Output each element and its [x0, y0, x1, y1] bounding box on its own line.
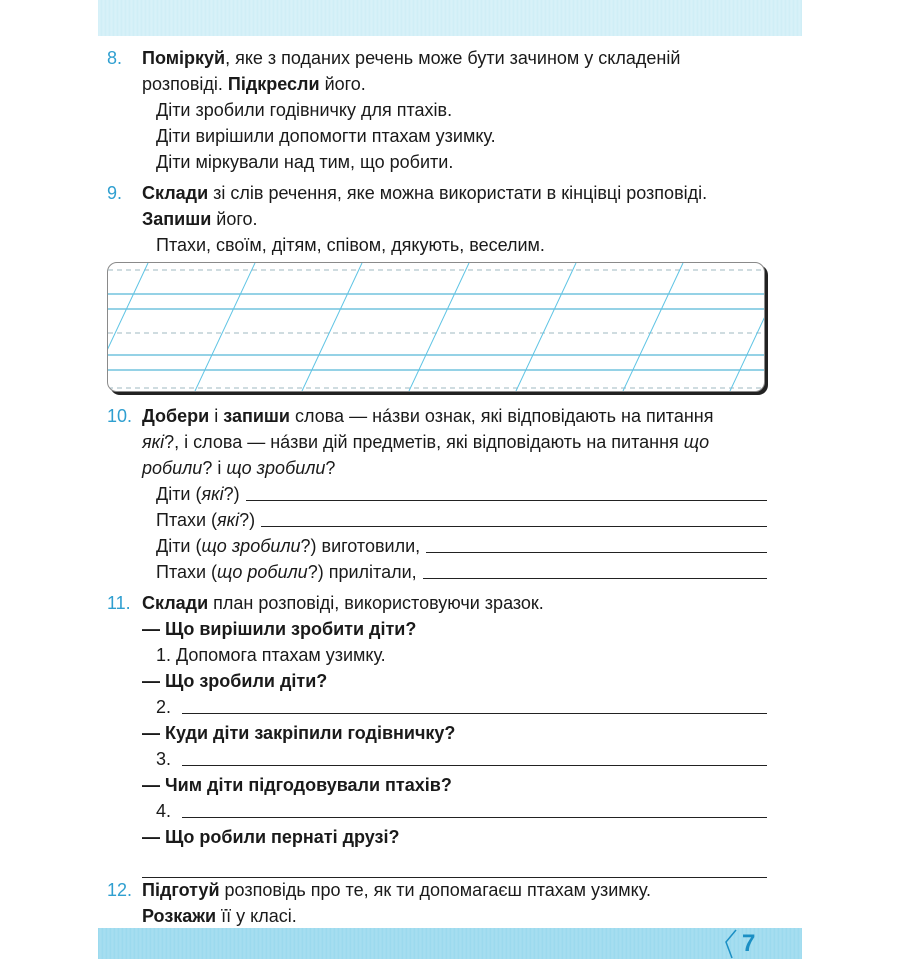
task-number: 10. — [107, 406, 133, 426]
task-number: 8. — [107, 48, 123, 68]
plan-answer: 1. Допомога птахам узимку. — [156, 645, 386, 665]
bottom-decorative-band — [98, 928, 802, 959]
slant-guide-line — [516, 263, 576, 391]
answer-blank[interactable] — [426, 552, 767, 553]
handwriting-lines — [108, 263, 764, 391]
slant-guide-line — [302, 263, 362, 391]
task-number: 11. — [107, 593, 131, 613]
plan-question: — Що вирішили зробити діти? — [142, 619, 417, 639]
fill-in-row: Діти ( які ?) — [156, 481, 767, 507]
task-number: 12. — [107, 880, 133, 900]
slant-guide-line — [195, 263, 255, 391]
fill-in-row: Діти ( що зробили ?) виготовили, — [156, 533, 767, 559]
plan-question: — Що зробили діти? — [142, 671, 328, 691]
instruction-verb: Підкресли — [227, 74, 320, 94]
task-number: 9. — [107, 183, 123, 203]
answer-blank[interactable] — [423, 578, 767, 579]
slant-guide-line — [730, 263, 764, 391]
sentence-option[interactable]: Діти вирішили допомогти птахам узимку. — [156, 126, 496, 146]
task-8: 8. Поміркуй, яке з поданих речень може бути зачином у складеній розповіді. Підкресли його. Діти зробили годівничку для птахів. Діти вирішили допомогти птахам узимку. Діти міркували над тим, що робити. — [107, 45, 767, 175]
fill-in-row: Птахи ( які ?) — [156, 507, 767, 533]
plan-answer: 2. — [142, 694, 767, 720]
plan-answer: 3. — [142, 746, 767, 772]
answer-blank[interactable] — [246, 500, 767, 501]
plan-answer: 4. — [142, 798, 767, 824]
slant-guide-line — [409, 263, 469, 391]
instruction-verb: Поміркуй — [142, 48, 226, 68]
plan-question: — Чим діти підгодовували птахів? — [142, 775, 452, 795]
task-11: 11. Склади план розповіді, використовуючи зразок. — Що вирішили зробити діти? 1. Допомога птахам узимку. — Що зробили діти? 2. — Куди діти закріпили годівничку? 3. — Чим діти підгодовували птахів? 4. — Що робили пернаті друзі? — [107, 590, 767, 884]
answer-blank[interactable] — [182, 765, 767, 766]
answer-blank[interactable] — [182, 817, 767, 818]
answer-blank[interactable] — [261, 526, 767, 527]
word-list: Птахи, своїм, дітям, співом, дякують, веселим. — [156, 235, 545, 255]
plan-question: — Куди діти закріпили годівничку? — [142, 723, 456, 743]
page-number: 7 — [720, 928, 780, 959]
task-10: 10. Добери і запиши слова — нáзви ознак, які відповідають на питання які?, і слова — нáзви дій предметів, які відповідають на питання що робили? і що зробили? Діти ( які ?) Птахи ( які ?) Діти ( що зробили ?) виготовили, Птахи ( що робили ?) прилітали, — [107, 403, 767, 585]
answer-blank[interactable] — [182, 713, 767, 714]
task-9: 9. Склади зі слів речення, яке можна використати в кінцівці розповіді. Запиши його. Птахи, своїм, дітям, співом, дякують, веселим. — [107, 180, 767, 258]
sentence-option[interactable]: Діти міркували над тим, що робити. — [156, 152, 454, 172]
instruction-verb: Склади — [142, 183, 209, 203]
plan-question: — Що робили пернаті друзі? — [142, 827, 400, 847]
instruction-verb: Запиши — [142, 209, 212, 229]
sentence-option[interactable]: Діти зробили годівничку для птахів. — [156, 100, 453, 120]
slant-guide-line — [108, 263, 148, 391]
slant-guide-line — [623, 263, 683, 391]
top-decorative-band — [98, 0, 802, 36]
task-12: 12. Підготуй розповідь про те, як ти допомагаєш птахам узимку. Розкажи її у класі. — [107, 877, 767, 929]
fill-in-row: Птахи ( що робили ?) прилітали, — [156, 559, 767, 585]
handwriting-practice-box[interactable] — [107, 262, 765, 392]
